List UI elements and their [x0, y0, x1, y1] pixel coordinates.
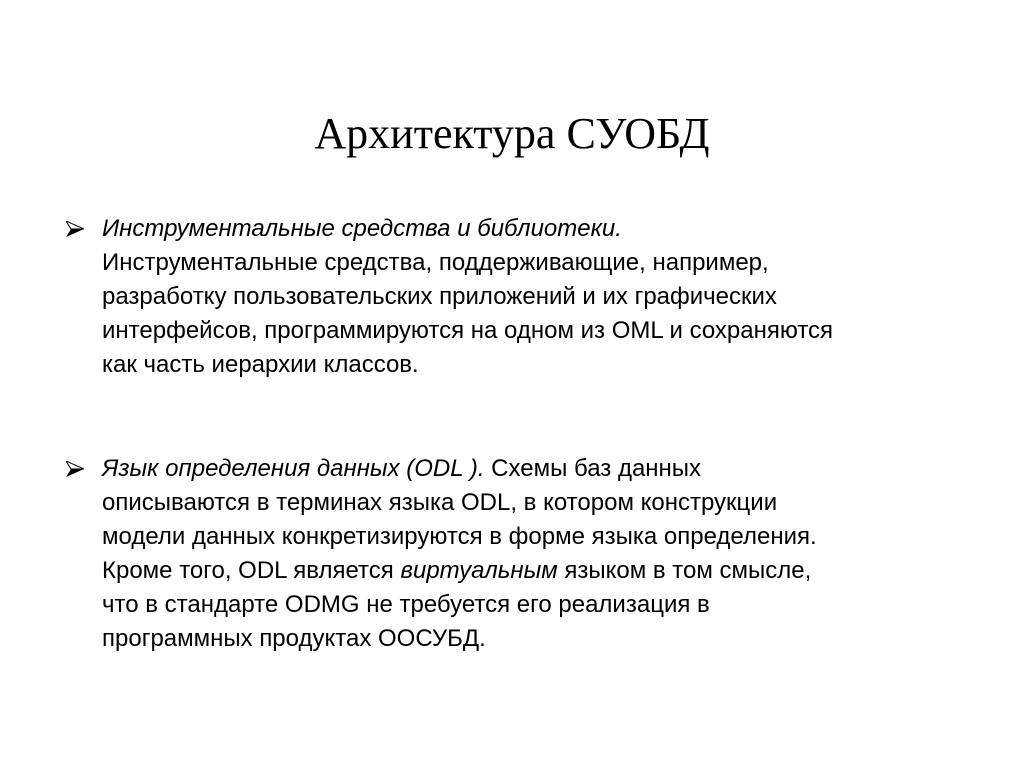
bullet-line	[102, 554, 982, 588]
text-run: языком в том смысле,	[557, 557, 812, 584]
bullet-line: как часть иерархии классов.	[102, 351, 419, 378]
emphasis-virtual: виртуальным	[400, 557, 558, 584]
bullet-text	[102, 212, 982, 382]
bullet-line: разработку пользовательских приложений и их графических	[102, 283, 777, 310]
bullet-text	[102, 452, 982, 656]
bullet-line: интерфейсов, программируются на одном из OML и сохраняются	[102, 317, 834, 344]
bullet-line	[102, 452, 982, 486]
arrow-bullet-icon	[66, 221, 84, 237]
bullet-odl	[66, 452, 986, 656]
bullet-line: что в стандарте ODMG не требуется его реализация в	[102, 591, 710, 618]
slide-title: Архитектура СУОБД	[314, 109, 710, 158]
text-run: Кроме того, ODL является	[102, 557, 401, 584]
bullet-line: программных продуктах ООСУБД.	[102, 625, 486, 652]
bullet-tools-libraries	[66, 212, 986, 382]
bullet-lead: Инструментальные средства и библиотеки.	[102, 215, 622, 242]
bullet-lead: Язык определения данных (ODL ).	[102, 455, 485, 482]
bullet-line: модели данных конкретизируются в форме языка определения.	[102, 523, 817, 550]
bullet-line: Инструментальные средства, поддерживающие, например,	[102, 249, 769, 276]
bullet-lead-rest: Схемы баз данных	[484, 455, 702, 482]
bullet-line: описываются в терминах языка ODL, в котором конструкции	[102, 489, 778, 516]
arrow-bullet-icon	[66, 461, 84, 477]
